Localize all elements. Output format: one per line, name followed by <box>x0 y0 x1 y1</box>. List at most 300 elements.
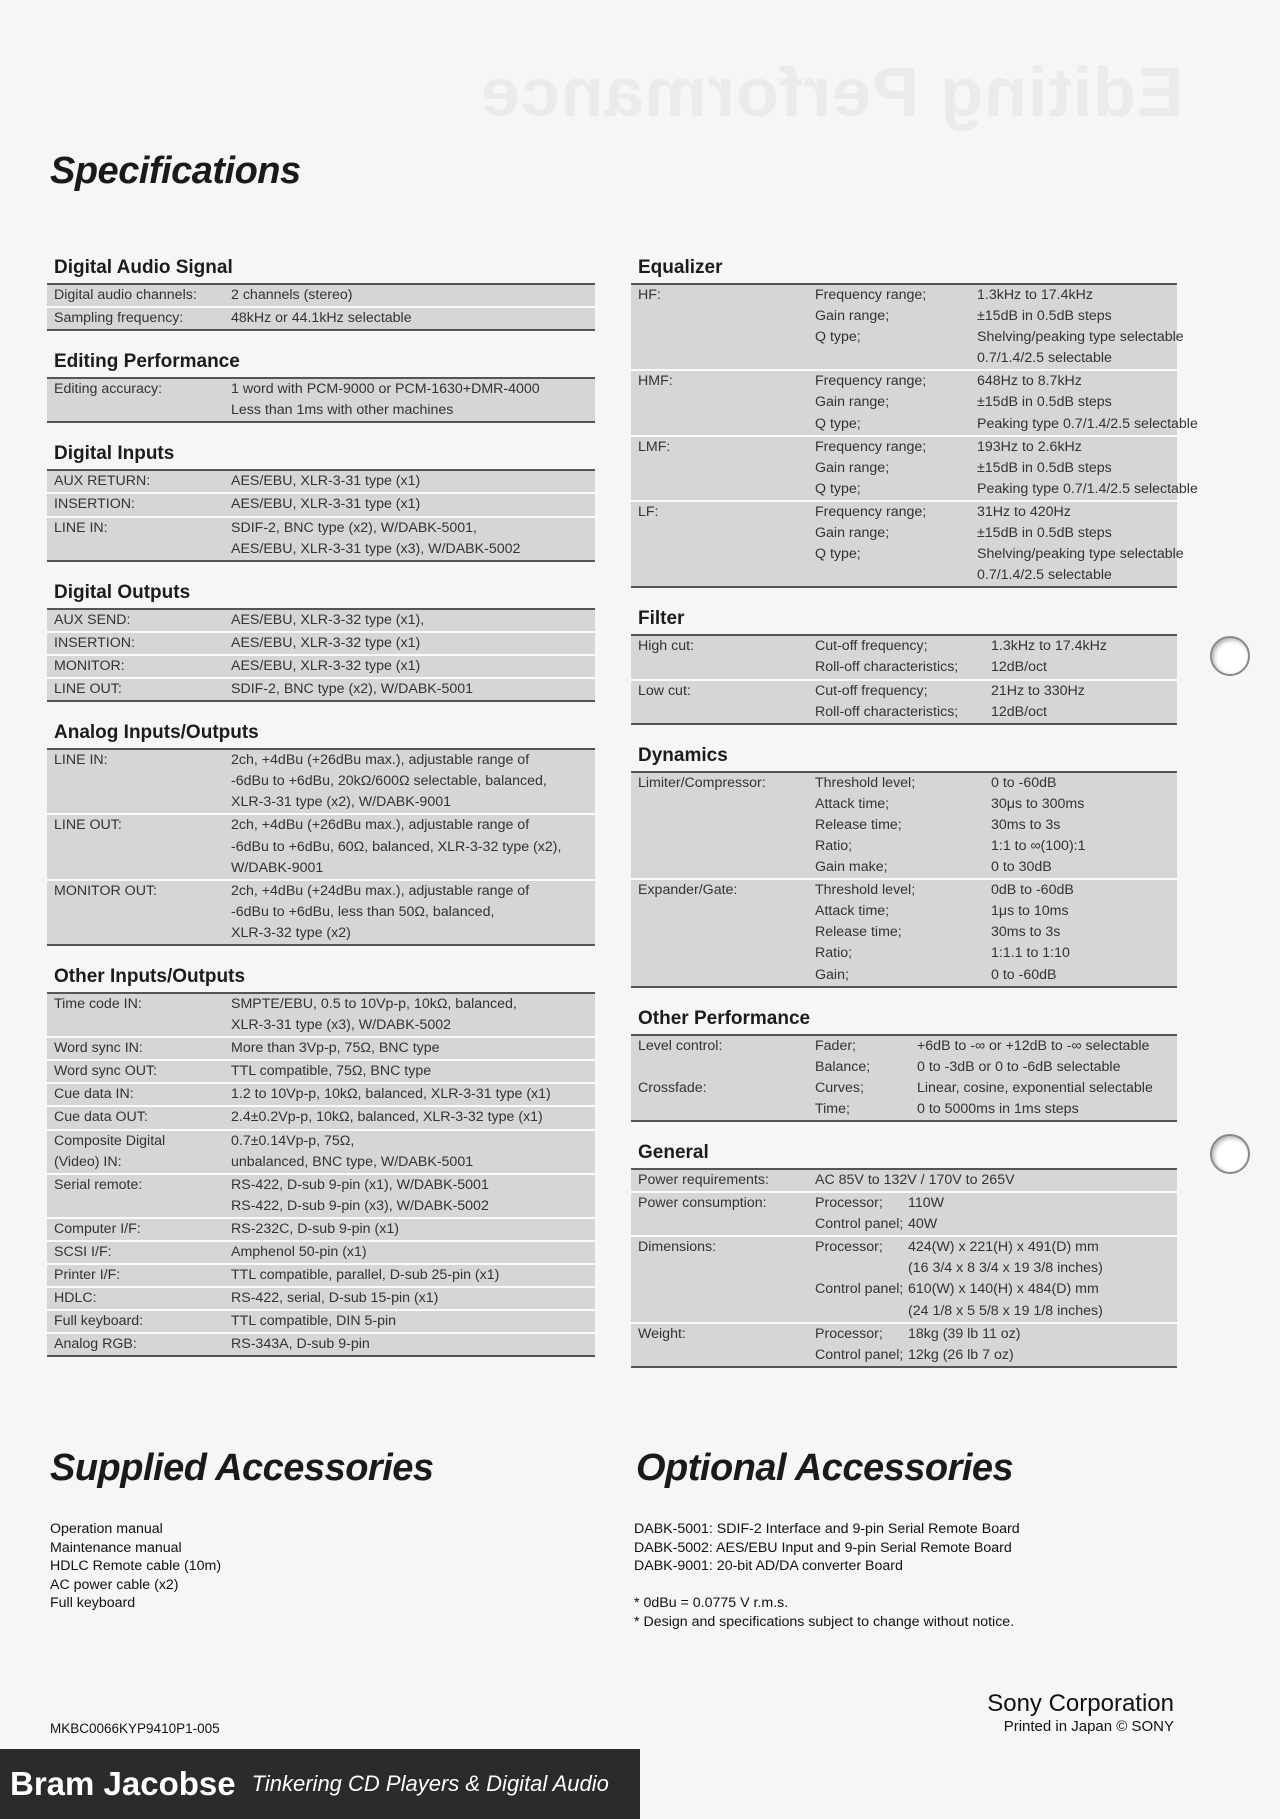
sub-value: ±15dB in 0.5dB steps <box>977 525 1112 542</box>
row-label <box>47 610 231 631</box>
label-line: SCSI I/F: <box>54 1244 112 1260</box>
value-line <box>815 1193 1173 1214</box>
row-value <box>231 994 595 1036</box>
spec-section <box>631 257 1198 588</box>
label-line: Low cut: <box>638 682 691 699</box>
label-line: Editing accuracy: <box>54 381 163 398</box>
spec-row <box>631 502 1184 588</box>
value-line: 1 word with PCM-9000 or PCM-1630+DMR-4000 <box>231 381 540 398</box>
value-line: SMPTE/EBU, 0.5 to 10Vp-p, 10kΩ, balanced, <box>231 995 517 1012</box>
value-line <box>815 502 1184 523</box>
label-line: Expander/Gate: <box>638 882 738 899</box>
spec-row <box>47 656 595 679</box>
spec-section <box>47 351 595 423</box>
value-line <box>815 773 1173 794</box>
label-line: Limiter/Compressor: <box>638 774 766 791</box>
sub-value: ±15dB in 0.5dB steps <box>977 308 1112 325</box>
row-value <box>231 1131 595 1173</box>
sub-value: 0 to 5000ms in 1ms steps <box>917 1100 1079 1117</box>
sub-value: 110W <box>908 1195 945 1212</box>
row-label <box>47 994 231 1036</box>
row-value <box>815 437 1202 500</box>
sub-value: 1.3kHz to 17.4kHz <box>991 638 1107 655</box>
sub-value: +6dB to -∞ or +12dB to -∞ selectable <box>917 1037 1150 1054</box>
value-line: AES/EBU, XLR-3-32 type (x1) <box>231 634 421 651</box>
label-line: Composite Digital <box>54 1132 166 1149</box>
row-label <box>47 679 231 700</box>
spec-section <box>47 966 595 1358</box>
sub-label: Cut-off frequency; <box>815 682 928 699</box>
sub-label: Processor; <box>815 1325 883 1342</box>
value-line <box>815 1345 1173 1366</box>
sub-label: Threshold level; <box>815 882 916 899</box>
value-line <box>815 306 1184 327</box>
spec-section <box>631 1142 1177 1368</box>
row-value <box>231 1175 595 1217</box>
row-value <box>231 881 595 944</box>
value-line: 1.2 to 10Vp-p, 10kΩ, balanced, XLR-3-31 type (x1) <box>231 1086 551 1103</box>
row-value <box>231 471 595 492</box>
section-title: Dynamics <box>631 745 1177 773</box>
sub-label: Control panel; <box>815 1216 904 1233</box>
row-label <box>47 471 231 492</box>
spec-row <box>631 1237 1177 1323</box>
label-line: Serial remote: <box>54 1176 143 1193</box>
label-line: Word sync IN: <box>54 1040 143 1057</box>
left-column <box>47 257 595 1377</box>
sub-value: 30ms to 3s <box>991 924 1061 941</box>
spec-row <box>47 494 595 517</box>
value-line <box>815 1279 1173 1300</box>
row-label <box>631 1324 815 1366</box>
label-line: High cut: <box>638 638 694 655</box>
label-line: Analog RGB: <box>54 1336 137 1353</box>
sub-label: Attack time; <box>815 795 890 812</box>
value-line: AES/EBU, XLR-3-31 type (x1) <box>231 496 421 513</box>
spec-row <box>47 308 595 331</box>
row-label <box>631 880 815 985</box>
sub-value: 424(W) x 221(H) x 491(D) mm <box>908 1239 1099 1256</box>
spec-section <box>631 745 1177 988</box>
sub-label: AC 85V to 132V / 170V to 265V <box>815 1172 1015 1188</box>
label-line: Word sync OUT: <box>54 1063 158 1080</box>
sub-value: 31Hz to 420Hz <box>977 503 1071 520</box>
value-line: TTL compatible, 75Ω, BNC type <box>231 1063 432 1080</box>
row-label <box>47 308 231 329</box>
catalog-code: MKBC0066KYP9410P1-005 <box>50 1721 220 1736</box>
value-line <box>815 565 1184 586</box>
sub-label: Q type; <box>815 415 861 432</box>
sub-value: 0 to 30dB <box>991 859 1052 876</box>
list-item: DABK-9001: 20-bit AD/DA converter Board <box>634 1558 903 1574</box>
row-label <box>47 1061 231 1082</box>
value-line: TTL compatible, parallel, D-sub 25-pin (x1) <box>231 1267 500 1284</box>
row-label <box>47 494 231 515</box>
value-line <box>815 458 1198 479</box>
label-line: LINE OUT: <box>54 817 122 834</box>
value-line: 2 channels (stereo) <box>231 287 353 303</box>
value-line <box>815 922 1173 943</box>
section-title: Filter <box>631 608 1177 636</box>
row-value <box>231 1334 595 1355</box>
label-line <box>638 1057 815 1078</box>
label-line: LINE OUT: <box>54 681 122 698</box>
row-value <box>815 1237 1177 1321</box>
spec-section <box>47 722 595 946</box>
value-line: -6dBu to +6dBu, less than 50Ω, balanced, <box>231 903 495 920</box>
value-line: Amphenol 50-pin (x1) <box>231 1244 367 1260</box>
label-line: HDLC: <box>54 1290 97 1307</box>
value-line <box>815 1170 1173 1191</box>
row-value <box>231 1288 595 1309</box>
label-line: Power requirements: <box>638 1172 769 1188</box>
row-value <box>815 1193 1177 1235</box>
label-line: Cue data IN: <box>54 1086 134 1103</box>
value-line <box>815 544 1184 565</box>
sub-value: Peaking type 0.7/1.4/2.5 selectable <box>977 480 1198 497</box>
row-value <box>231 679 595 700</box>
sub-label: Gain range; <box>815 308 890 325</box>
value-line: W/DABK-9001 <box>231 859 324 876</box>
label-line: Full keyboard: <box>54 1313 144 1330</box>
label-line: HMF: <box>638 373 673 390</box>
sub-value: 18kg (39 lb 11 oz) <box>908 1325 1021 1342</box>
spec-section <box>47 443 595 561</box>
label-line: Computer I/F: <box>54 1220 141 1237</box>
company-name: Sony Corporation <box>987 1690 1174 1717</box>
value-line: 2.4±0.2Vp-p, 10kΩ, balanced, XLR-3-32 type (x1) <box>231 1109 543 1126</box>
sub-label: Control panel; <box>815 1346 904 1363</box>
spec-row <box>47 1175 595 1219</box>
row-label <box>631 1237 815 1321</box>
sub-label: Frequency range; <box>815 373 927 390</box>
value-line <box>815 657 1173 678</box>
spec-row <box>47 633 595 656</box>
spec-row <box>47 610 595 633</box>
sub-value: 1μs to 10ms <box>991 903 1069 920</box>
label-line: Power consumption: <box>638 1195 767 1212</box>
row-label <box>47 633 231 654</box>
sub-value: 0 to -60dB <box>991 966 1057 983</box>
company-block <box>987 1690 1174 1735</box>
sub-label: Processor; <box>815 1195 883 1212</box>
list-item: * 0dBu = 0.0775 V r.m.s. <box>634 1595 789 1611</box>
spec-row <box>47 815 595 880</box>
sub-value: 1:1 to ∞(100):1 <box>991 837 1086 854</box>
sub-value: 1:1.1 to 1:10 <box>991 945 1070 962</box>
row-value <box>815 285 1188 369</box>
sub-label: Q type; <box>815 480 861 497</box>
banner-name: Bram Jacobse <box>10 1765 236 1802</box>
sub-value: 1.3kHz to 17.4kHz <box>977 287 1093 303</box>
value-line <box>815 437 1198 458</box>
sub-label: Gain range; <box>815 394 890 411</box>
spec-row <box>631 285 1184 371</box>
row-label <box>47 1288 231 1309</box>
row-value <box>231 656 595 677</box>
row-value <box>231 1219 595 1240</box>
spec-row <box>631 1324 1177 1368</box>
spec-row <box>47 1219 595 1242</box>
spec-row <box>631 1170 1177 1193</box>
spec-row <box>47 1107 595 1130</box>
row-value <box>231 1084 595 1105</box>
row-value <box>231 633 595 654</box>
sub-value: 12kg (26 lb 7 oz) <box>908 1346 1014 1363</box>
label-line: LF: <box>638 503 659 520</box>
sub-value: 0 to -3dB or 0 to -6dB selectable <box>917 1058 1121 1075</box>
row-value <box>231 1311 595 1332</box>
row-label <box>631 285 815 369</box>
sub-value: 610(W) x 140(H) x 484(D) mm <box>908 1281 1099 1298</box>
sub-value: 40W <box>908 1216 938 1233</box>
sub-value: 0dB to -60dB <box>991 882 1074 899</box>
row-value <box>815 1036 1177 1120</box>
value-line <box>815 327 1184 348</box>
spec-section <box>631 608 1177 724</box>
spec-row <box>47 285 595 308</box>
value-line: XLR-3-32 type (x2) <box>231 924 351 941</box>
spec-section <box>631 1008 1177 1122</box>
printed-in: Printed in Japan © SONY <box>1003 1718 1174 1735</box>
value-line: RS-232C, D-sub 9-pin (x1) <box>231 1220 399 1237</box>
value-line <box>815 880 1173 901</box>
row-label <box>47 1084 231 1105</box>
sub-value: Shelving/peaking type selectable <box>977 546 1184 563</box>
sub-label <box>815 1258 908 1279</box>
value-line: 48kHz or 44.1kHz selectable <box>231 310 412 327</box>
spec-row <box>47 518 595 562</box>
spec-row <box>47 1084 595 1107</box>
section-title: Editing Performance <box>47 351 595 379</box>
spec-row <box>47 379 595 423</box>
value-line <box>815 371 1198 392</box>
value-line: -6dBu to +6dBu, 20kΩ/600Ω selectable, balanced, <box>231 773 547 790</box>
row-value <box>231 308 595 329</box>
sub-value: Shelving/peaking type selectable <box>977 329 1184 346</box>
sub-value: Linear, cosine, exponential selectable <box>917 1079 1153 1096</box>
list-item: Operation manual <box>50 1521 163 1537</box>
sub-value: Peaking type 0.7/1.4/2.5 selectable <box>977 415 1198 432</box>
sub-value: 648Hz to 8.7kHz <box>977 373 1082 390</box>
value-line: 0.7±0.14Vp-p, 75Ω, <box>231 1132 355 1149</box>
value-line: More than 3Vp-p, 75Ω, BNC type <box>231 1040 440 1057</box>
row-label <box>47 1265 231 1286</box>
value-line <box>815 1214 1173 1235</box>
spec-row <box>47 1131 595 1175</box>
label-line: Dimensions: <box>638 1239 717 1256</box>
value-line: Less than 1ms with other machines <box>231 402 454 419</box>
row-value <box>231 1242 595 1263</box>
row-label <box>631 437 815 500</box>
sub-label: Balance; <box>815 1058 871 1075</box>
spec-row <box>47 1311 595 1334</box>
value-line: TTL compatible, DIN 5-pin <box>231 1313 397 1330</box>
value-line <box>815 815 1173 836</box>
sub-label: Release time; <box>815 816 902 833</box>
value-line <box>815 636 1173 657</box>
label-line: MONITOR: <box>54 657 125 674</box>
row-label <box>47 1175 231 1217</box>
list-item: AC power cable (x2) <box>50 1576 179 1593</box>
sub-label: Threshold level; <box>815 774 916 791</box>
row-value <box>815 636 1177 678</box>
list-item: Full keyboard <box>50 1595 136 1611</box>
sub-label <box>815 1301 908 1322</box>
row-label <box>47 379 231 421</box>
row-label <box>631 371 815 434</box>
sub-value: 30ms to 3s <box>991 816 1061 833</box>
row-label <box>47 1107 231 1128</box>
value-line <box>815 965 1173 986</box>
value-line <box>815 1036 1173 1057</box>
value-line <box>815 857 1173 878</box>
value-line <box>815 794 1173 815</box>
row-label <box>631 1036 815 1120</box>
row-label <box>631 636 815 678</box>
label-line: Cue data OUT: <box>54 1109 148 1126</box>
right-column <box>631 257 1198 1388</box>
row-value <box>231 379 595 421</box>
section-title: Equalizer <box>631 257 1177 285</box>
sub-label: Processor; <box>815 1239 883 1256</box>
sub-label: Frequency range; <box>815 287 927 303</box>
sub-value: 12dB/oct <box>991 659 1048 676</box>
spec-row <box>47 881 595 946</box>
row-value <box>815 1324 1177 1366</box>
value-line <box>815 943 1173 964</box>
spec-row <box>47 1038 595 1061</box>
sub-label <box>815 565 977 586</box>
value-line <box>815 1099 1173 1120</box>
row-value <box>815 502 1188 586</box>
section-title: Other Performance <box>631 1008 1177 1036</box>
row-label <box>47 1131 231 1173</box>
sub-label: Gain; <box>815 966 849 983</box>
sub-label: Ratio; <box>815 945 853 962</box>
value-line <box>815 392 1198 413</box>
row-value <box>231 1038 595 1059</box>
label-line: INSERTION: <box>54 496 135 513</box>
sub-value: 12dB/oct <box>991 703 1048 720</box>
sub-label: Attack time; <box>815 903 890 920</box>
value-line <box>815 901 1173 922</box>
row-value <box>815 880 1177 985</box>
list-item: HDLC Remote cable (10m) <box>50 1558 222 1574</box>
spec-row <box>47 1288 595 1311</box>
value-line <box>815 1324 1173 1345</box>
label-line: Printer I/F: <box>54 1267 121 1284</box>
supplied-accessories-title: Supplied Accessories <box>50 1447 434 1489</box>
section-title: Digital Outputs <box>47 582 595 610</box>
row-label <box>47 881 231 944</box>
label-line: Level control: <box>638 1037 723 1054</box>
row-label <box>47 1242 231 1263</box>
banner-tagline: Tinkering CD Players & Digital Audio <box>251 1771 609 1796</box>
sub-label: Gain range; <box>815 525 890 542</box>
row-value <box>231 285 595 306</box>
sub-value: (16 3/4 x 8 3/4 x 19 3/8 inches) <box>908 1260 1103 1277</box>
value-line: XLR-3-31 type (x3), W/DABK-5002 <box>231 1017 451 1034</box>
section-title: Digital Audio Signal <box>47 257 595 285</box>
spec-row <box>47 1242 595 1265</box>
row-label <box>47 815 231 878</box>
row-label <box>631 502 815 586</box>
value-line: SDIF-2, BNC type (x2), W/DABK-5001, <box>231 519 477 536</box>
value-line <box>815 285 1184 306</box>
list-item: * Design and specifications subject to change without notice. <box>634 1613 1015 1630</box>
sub-value: 193Hz to 2.6kHz <box>977 438 1082 455</box>
spec-section <box>47 257 595 331</box>
row-value <box>231 1061 595 1082</box>
list-item: DABK-5001: SDIF-2 Interface and 9-pin Serial Remote Board <box>634 1521 1020 1537</box>
row-label <box>47 518 231 560</box>
spec-row <box>631 1193 1177 1237</box>
ghost-text: Editing Performance <box>480 53 1184 131</box>
sub-label: Gain range; <box>815 459 890 476</box>
sub-value: 0.7/1.4/2.5 selectable <box>977 567 1112 584</box>
row-value <box>231 1107 595 1128</box>
value-line: RS-422, D-sub 9-pin (x3), W/DABK-5002 <box>231 1197 489 1214</box>
value-line <box>815 1057 1173 1078</box>
label-line: Time code IN: <box>54 995 142 1012</box>
row-label <box>47 750 231 813</box>
value-line: 2ch, +4dBu (+24dBu max.), adjustable range of <box>231 882 530 899</box>
row-label <box>47 285 231 306</box>
spec-row <box>631 636 1177 680</box>
sub-label: Frequency range; <box>815 503 927 520</box>
sub-label: Fader; <box>815 1037 857 1054</box>
sub-label: Control panel; <box>815 1281 904 1298</box>
value-line: AES/EBU, XLR-3-32 type (x1), <box>231 611 425 628</box>
section-title: Other Inputs/Outputs <box>47 966 595 994</box>
spec-row <box>47 994 595 1038</box>
spec-row <box>47 1265 595 1288</box>
row-label <box>631 681 815 723</box>
section-title: Analog Inputs/Outputs <box>47 722 595 750</box>
label-line: Crossfade: <box>638 1079 707 1096</box>
list-item: Maintenance manual <box>50 1539 182 1556</box>
spec-row <box>631 371 1198 436</box>
row-label <box>47 1219 231 1240</box>
value-line <box>815 681 1173 702</box>
watermark-banner <box>0 1749 640 1819</box>
value-line: unbalanced, BNC type, W/DABK-5001 <box>231 1153 474 1170</box>
row-value <box>815 681 1177 723</box>
sub-label: Release time; <box>815 924 902 941</box>
label-line: INSERTION: <box>54 634 135 651</box>
sub-label: Time; <box>815 1100 850 1117</box>
label-line: AUX SEND: <box>54 611 131 628</box>
value-line: RS-422, D-sub 9-pin (x1), W/DABK-5001 <box>231 1176 489 1193</box>
label-line <box>638 1099 815 1120</box>
page-title: Specifications <box>50 150 301 192</box>
row-value <box>231 518 595 560</box>
optional-accessories-title: Optional Accessories <box>636 1447 1014 1489</box>
label-line: Sampling frequency: <box>54 310 184 327</box>
supplied-accessories-list <box>50 1520 221 1613</box>
value-line <box>815 1078 1173 1099</box>
sub-label: Curves; <box>815 1079 864 1096</box>
value-line <box>815 836 1173 857</box>
value-line: AES/EBU, XLR-3-32 type (x1) <box>231 657 421 674</box>
spec-row <box>631 437 1198 502</box>
value-line <box>815 1258 1173 1279</box>
sub-label: Roll-off characteristics; <box>815 659 959 676</box>
row-label <box>631 1170 815 1191</box>
value-line: -6dBu to +6dBu, 60Ω, balanced, XLR-3-32 type (x2), <box>231 838 562 855</box>
sub-label: Q type; <box>815 546 861 563</box>
